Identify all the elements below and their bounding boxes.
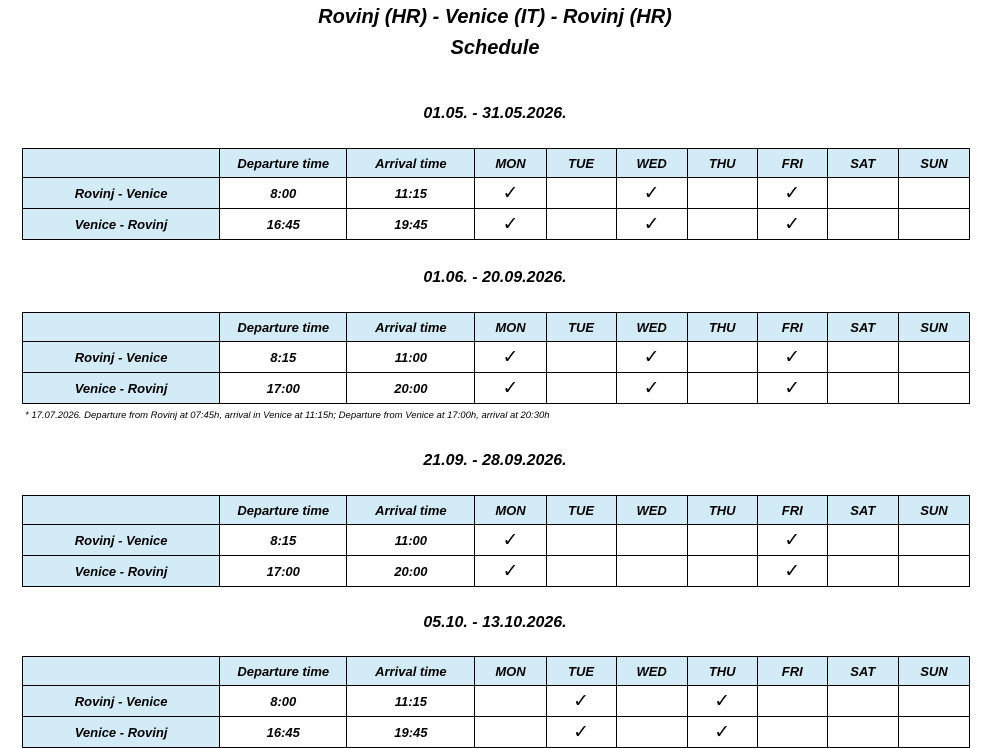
column-header: MON [475,149,546,178]
period-heading: 01.05. - 31.05.2026. [423,105,567,122]
column-header: Departure time [220,313,347,342]
table-row [23,686,970,717]
route-cell: Venice - Rovinj [23,556,220,587]
day-cell [898,178,969,209]
day-cell [757,342,827,373]
day-cell [546,686,616,717]
check-icon: ✓ [714,689,731,712]
check-icon: ✓ [573,720,589,743]
period-heading: 05.10. - 13.10.2026. [423,614,567,631]
column-header: Departure time [220,149,347,178]
period-heading: 21.09. - 28.09.2026. [423,452,567,469]
column-header: WED [616,496,687,525]
day-cell [757,717,827,748]
day-cell [687,717,757,748]
route-cell: Venice - Rovinj [23,717,220,748]
check-icon: ✓ [784,345,801,368]
day-cell [546,342,616,373]
table-row [23,209,970,240]
check-icon: ✓ [784,528,801,551]
route-cell: Rovinj - Venice [23,342,220,373]
day-cell [757,525,827,556]
column-header: SUN [898,657,969,686]
check-icon: ✓ [643,181,660,204]
arrival-time-cell: 11:15 [347,178,475,209]
day-cell [546,209,616,240]
day-cell [546,178,616,209]
arrival-time-cell: 11:00 [347,525,475,556]
day-cell [475,717,546,748]
day-cell [687,373,757,404]
column-header: MON [475,496,546,525]
column-header: TUE [546,496,616,525]
check-icon: ✓ [784,212,801,235]
day-cell [475,556,546,587]
day-cell [757,209,827,240]
day-cell [827,342,898,373]
column-header: WED [616,657,687,686]
departure-time-cell: 16:45 [220,717,347,748]
departure-time-cell: 17:00 [220,373,347,404]
day-cell [546,556,616,587]
route-cell: Rovinj - Venice [23,178,220,209]
column-header: Arrival time [347,657,475,686]
document-title: Rovinj (HR) - Venice (IT) - Rovinj (HR) [318,6,672,28]
check-icon: ✓ [643,376,660,399]
column-header: FRI [757,149,827,178]
document-subtitle: Schedule [450,37,540,59]
day-cell [898,525,969,556]
table-row [23,717,970,748]
departure-time-cell: 8:00 [220,686,347,717]
day-cell [687,178,757,209]
column-header: Departure time [220,657,347,686]
check-icon: ✓ [573,689,589,712]
table-header-row [23,313,970,342]
check-icon: ✓ [502,376,519,399]
column-header [23,149,220,178]
column-header: SUN [898,149,969,178]
table-header-row [23,149,970,178]
day-cell [827,209,898,240]
day-cell [616,556,687,587]
day-cell [475,342,546,373]
schedule-table [22,148,970,240]
day-cell [616,717,687,748]
day-cell [827,717,898,748]
schedule-table [22,495,970,587]
route-cell: Rovinj - Venice [23,525,220,556]
column-header: MON [475,313,546,342]
table-row [23,373,970,404]
day-cell [687,525,757,556]
column-header: Arrival time [347,496,475,525]
column-header: THU [687,313,757,342]
column-header: TUE [546,313,616,342]
departure-time-cell: 8:00 [220,178,347,209]
column-header: MON [475,657,546,686]
route-cell: Rovinj - Venice [23,686,220,717]
column-header: SAT [827,149,898,178]
check-icon: ✓ [502,345,519,368]
day-cell [757,556,827,587]
day-cell [898,342,969,373]
day-cell [687,209,757,240]
column-header [23,313,220,342]
day-cell [687,556,757,587]
day-cell [827,373,898,404]
arrival-time-cell: 20:00 [347,373,475,404]
check-icon: ✓ [784,376,801,399]
arrival-time-cell: 20:00 [347,556,475,587]
check-icon: ✓ [502,181,519,204]
check-icon: ✓ [784,559,801,582]
day-cell [475,525,546,556]
column-header [23,657,220,686]
arrival-time-cell: 11:15 [347,686,475,717]
column-header: FRI [757,313,827,342]
day-cell [757,686,827,717]
column-header: TUE [546,657,616,686]
table-row [23,178,970,209]
column-header: Departure time [220,496,347,525]
day-cell [475,178,546,209]
day-cell [475,373,546,404]
check-icon: ✓ [502,528,519,551]
table-row [23,342,970,373]
day-cell [616,342,687,373]
departure-time-cell: 16:45 [220,209,347,240]
table-header-row [23,496,970,525]
footnote: * 17.07.2026. Departure from Rovinj at 07:45h, arrival in Venice at 11:15h; Departure from Venice at 17:00h, arrival at 20:30h [25,410,550,421]
day-cell [616,686,687,717]
day-cell [546,373,616,404]
day-cell [827,556,898,587]
column-header: SUN [898,313,969,342]
day-cell [687,342,757,373]
check-icon: ✓ [643,212,660,235]
day-cell [827,178,898,209]
column-header: THU [687,496,757,525]
arrival-time-cell: 19:45 [347,717,475,748]
schedule-table [22,312,970,404]
departure-time-cell: 17:00 [220,556,347,587]
column-header: SAT [827,313,898,342]
departure-time-cell: 8:15 [220,525,347,556]
day-cell [898,717,969,748]
route-cell: Venice - Rovinj [23,209,220,240]
day-cell [898,556,969,587]
column-header: THU [687,657,757,686]
check-icon: ✓ [502,212,519,235]
day-cell [616,373,687,404]
day-cell [616,525,687,556]
column-header: Arrival time [347,313,475,342]
column-header: SUN [898,496,969,525]
check-icon: ✓ [784,181,801,204]
column-header: SAT [827,496,898,525]
day-cell [546,717,616,748]
check-icon: ✓ [643,345,660,368]
column-header [23,496,220,525]
check-icon: ✓ [714,720,731,743]
column-header: TUE [546,149,616,178]
arrival-time-cell: 11:00 [347,342,475,373]
schedule-table [22,656,970,748]
day-cell [827,525,898,556]
period-heading: 01.06. - 20.09.2026. [423,269,567,286]
column-header: THU [687,149,757,178]
table-row [23,525,970,556]
day-cell [827,686,898,717]
column-header: WED [616,149,687,178]
route-cell: Venice - Rovinj [23,373,220,404]
day-cell [898,686,969,717]
day-cell [546,525,616,556]
day-cell [757,373,827,404]
column-header: Arrival time [347,149,475,178]
table-header-row [23,657,970,686]
table-row [23,556,970,587]
day-cell [475,686,546,717]
column-header: FRI [757,657,827,686]
check-icon: ✓ [502,559,519,582]
day-cell [616,178,687,209]
column-header: FRI [757,496,827,525]
column-header: SAT [827,657,898,686]
day-cell [687,686,757,717]
day-cell [757,178,827,209]
column-header: WED [616,313,687,342]
day-cell [616,209,687,240]
day-cell [898,209,969,240]
arrival-time-cell: 19:45 [347,209,475,240]
day-cell [475,209,546,240]
day-cell [898,373,969,404]
departure-time-cell: 8:15 [220,342,347,373]
